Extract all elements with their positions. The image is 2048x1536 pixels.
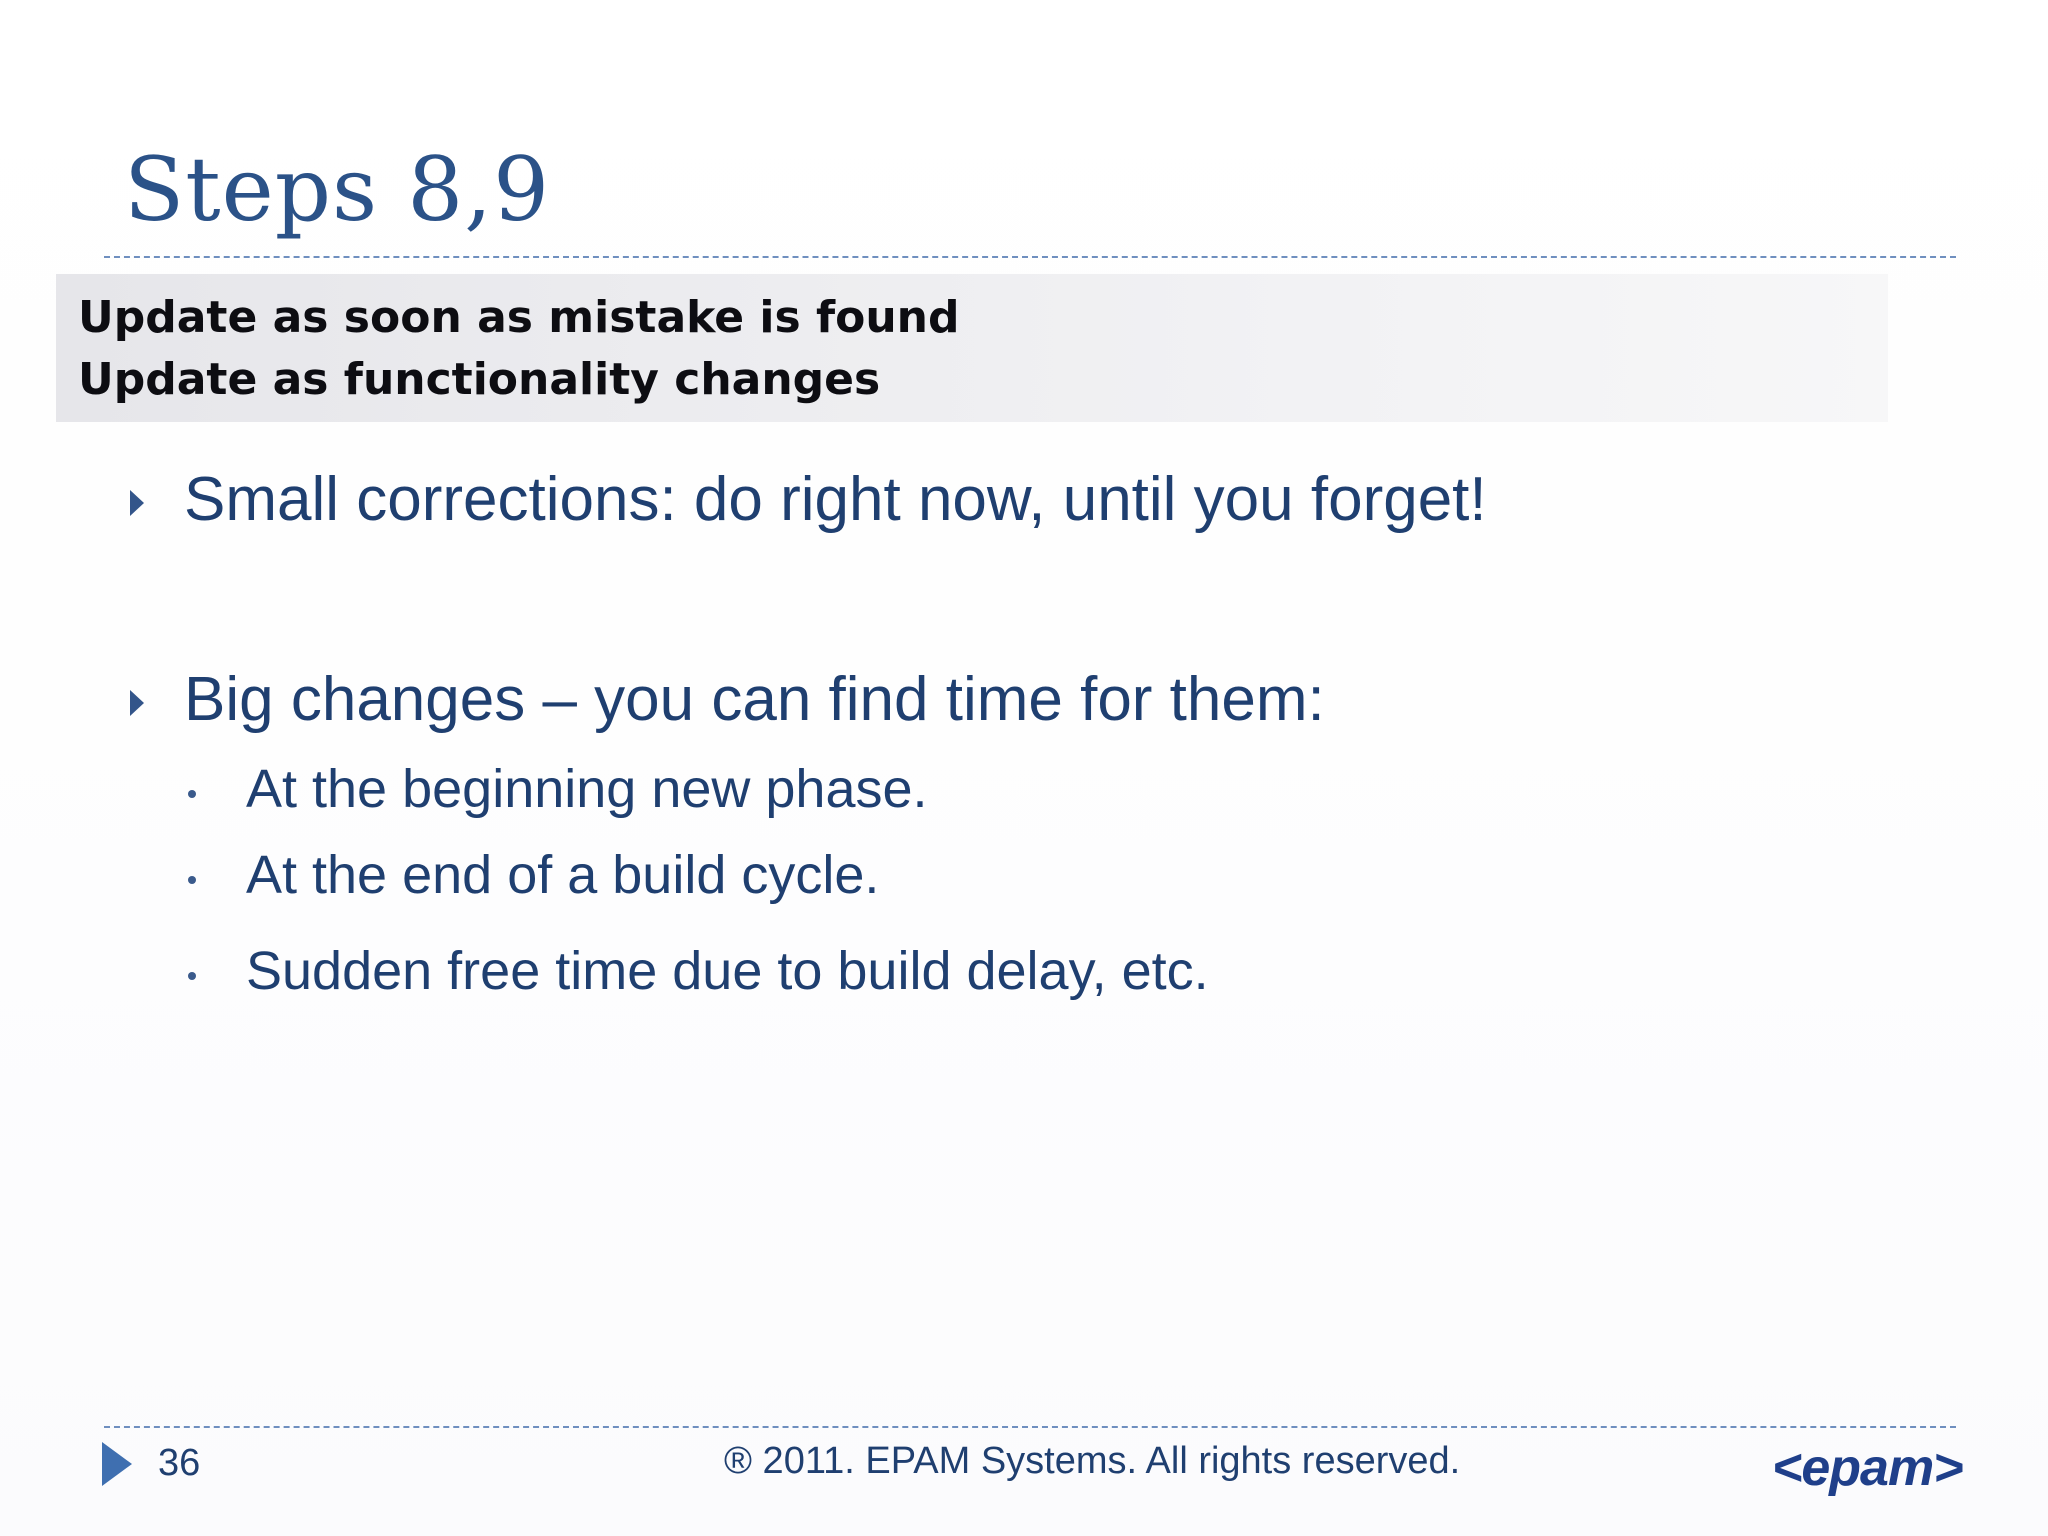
epam-logo: <epam> xyxy=(1772,1439,1963,1497)
footer-divider xyxy=(104,1426,1956,1428)
slide-title: Steps 8,9 xyxy=(124,138,551,241)
bullet-arrow-icon xyxy=(130,690,144,716)
bullet-item: Small corrections: do right now, until you forget! xyxy=(184,465,1487,534)
sub-bullet-dot-icon xyxy=(188,876,196,884)
page-number: 36 xyxy=(158,1442,201,1484)
sub-bullet-item: At the end of a build cycle. xyxy=(246,845,880,905)
sub-bullet-item: At the beginning new phase. xyxy=(246,759,928,819)
sub-bullet-dot-icon xyxy=(188,790,196,798)
title-divider xyxy=(104,256,1956,258)
bullet-item: Big changes – you can find time for them: xyxy=(184,665,1325,734)
callout-line-1: Update as soon as mistake is found xyxy=(78,292,960,343)
sub-bullet-item: Sudden free time due to build delay, etc. xyxy=(246,941,1209,1001)
bullet-arrow-icon xyxy=(130,490,144,516)
copyright-text: ® 2011. EPAM Systems. All rights reserved. xyxy=(724,1440,1461,1482)
callout-line-2: Update as functionality changes xyxy=(78,354,881,405)
footer-arrow-icon xyxy=(102,1442,132,1486)
sub-bullet-dot-icon xyxy=(188,972,196,980)
